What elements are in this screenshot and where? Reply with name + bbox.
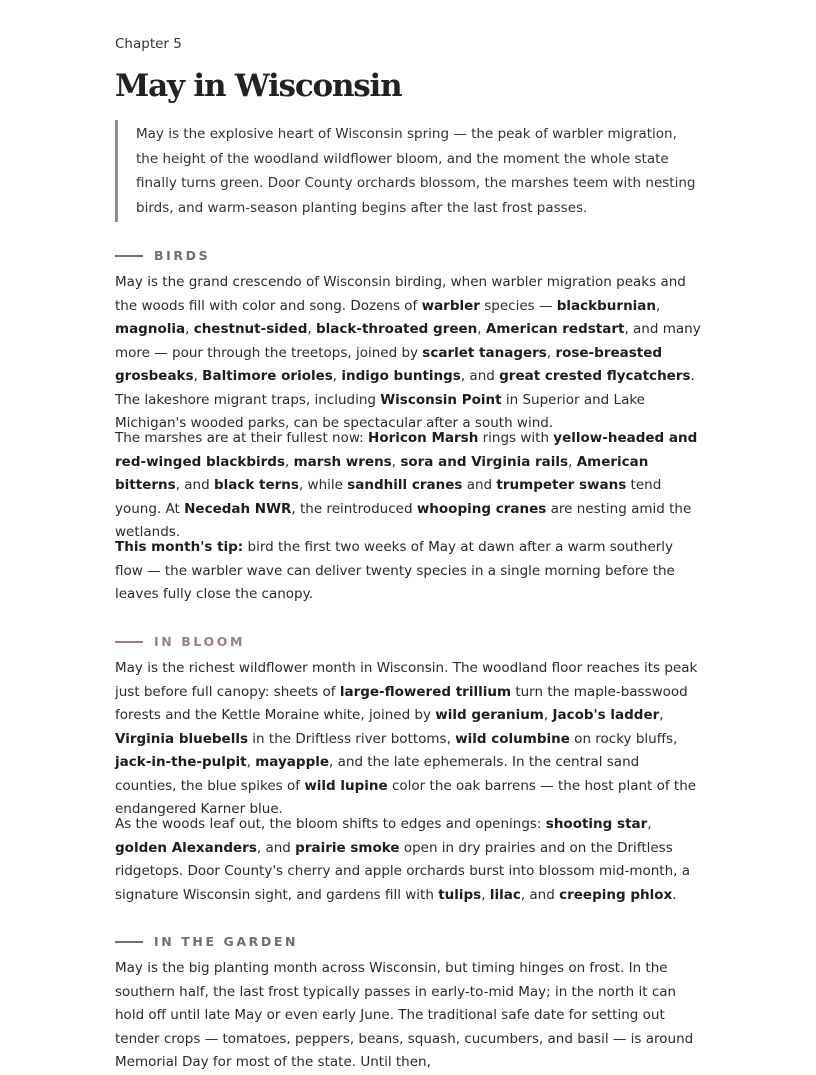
chapter-label: Chapter 5 — [115, 36, 182, 52]
bold-term: American bitterns — [115, 453, 649, 493]
heading-rule — [115, 941, 143, 943]
bold-term: marsh wrens — [293, 453, 392, 470]
bold-term: Baltimore orioles — [202, 368, 333, 384]
heading-rule — [115, 255, 143, 257]
bold-term: Necedah NWR — [184, 500, 292, 517]
bold-term: yellow-headed and red-winged blackbirds — [115, 430, 698, 470]
bold-term: Wisconsin Point — [380, 391, 502, 408]
bold-term: black terns — [213, 477, 299, 493]
chapter-title: May in Wisconsin — [115, 68, 402, 104]
section-heading-birds — [115, 248, 210, 263]
garden-paragraph-1: May is the big planting month across Wisconsin, but timing hinges on frost. In the southern half, the last frost typically passes in early-to-mid May; in the north it can hold off until late May or even early June. The traditional safe date for setting out tender crops — tomatoes, peppers, beans, squash, cucumbers, and basil — is around Memorial Day for most of the state. Until then, — [115, 960, 694, 1070]
bold-term: American redstart — [485, 321, 625, 337]
bold-term: jack-in-the-pulpit — [115, 754, 247, 770]
section-heading-in-bloom — [115, 634, 245, 649]
bold-term: blackburnian — [556, 297, 657, 314]
bold-term: mayapple — [255, 754, 330, 770]
bold-term: tulips — [438, 886, 482, 903]
bloom-paragraph-1: May is the richest wildflower month in Wisconsin. The woodland floor reaches its peak just before full canopy: sheets of large-flowered trillium turn the maple-basswood forests and the Kettle Moraine white, joined by wild geranium, Jacob's ladder, Virginia bluebells in the Driftless river bottoms, wild columbine on rocky bluffs, jack-in-the-pulpit, mayapple, and the late ephemerals. In the central sand counties, the blue spikes of wild lupine color the oak barrens — the host plant of the endangered Karner blue. — [115, 660, 698, 817]
bold-term: rose-breasted grosbeaks — [115, 344, 663, 384]
bold-term: wild columbine — [455, 730, 570, 747]
section-heading-label: IN THE GARDEN — [154, 934, 299, 949]
heading-rule — [115, 641, 143, 643]
bold-term: large-flowered trillium — [339, 683, 512, 700]
bold-term: warbler — [421, 297, 480, 314]
bold-term: This month's tip: — [115, 539, 244, 555]
bold-term: scarlet tanagers — [422, 344, 547, 361]
bold-term: indigo buntings — [341, 368, 461, 384]
birds-paragraph-1: May is the grand crescendo of Wisconsin birding, when warbler migration peaks and the woods fill with color and song. Dozens of warbler species — blackburnian, magnolia, chestnut-sided, black-throated green, American redstart, and many more — pour through the treetops, joined by scarlet tanagers, rose-breasted grosbeaks, Baltimore orioles, indigo buntings, and great crested flycatchers. The lakeshore migrant traps, including Wisconsin Point in Superior and Lake Michigan's wooded parks, can be spectacular after a south wind. — [115, 274, 701, 431]
bold-term: wild geranium — [435, 707, 544, 723]
birds-tip-paragraph: This month's tip: bird the first two weeks of May at dawn after a warm southerly flow — the warbler wave can deliver twenty species in a single morning before the leaves fully close the canopy. — [115, 539, 675, 602]
bold-term: chestnut-sided — [193, 321, 308, 337]
section-heading-label: BIRDS — [154, 248, 211, 263]
bold-term: creeping phlox — [559, 886, 673, 903]
bold-term: lilac — [489, 886, 521, 903]
section-heading-in-the-garden — [115, 934, 298, 949]
bold-term: great crested flycatchers — [499, 368, 691, 384]
bold-term: whooping cranes — [416, 500, 547, 517]
bold-term: shooting star — [545, 816, 648, 832]
birds-paragraph-2: The marshes are at their fullest now: Horicon Marsh rings with yellow-headed and red-winged blackbirds, marsh wrens, sora and Virginia rails, American bitterns, and black terns, while sandhill cranes and trumpeter swans tend young. At Necedah NWR, the reintroduced whooping cranes are nesting amid the wetlands. — [115, 430, 698, 540]
bold-term: Virginia bluebells — [115, 730, 249, 747]
bold-term: sandhill cranes — [347, 477, 463, 493]
section-heading-label: IN BLOOM — [154, 634, 246, 649]
bold-term: Jacob's ladder — [552, 707, 660, 723]
bold-term: prairie smoke — [295, 839, 400, 856]
bold-term: sora and Virginia rails — [400, 453, 569, 470]
chapter-intro-blockquote: May is the explosive heart of Wisconsin spring — the peak of warbler migration, the height of the woodland wildflower bloom, and the moment the whole state finally turns green. Door County orchards blossom, the marshes teem with nesting birds, and warm-season planting begins after the last frost passes. — [115, 120, 699, 222]
bold-term: trumpeter swans — [496, 477, 627, 493]
bold-term: golden Alexanders — [115, 839, 257, 856]
bold-term: wild lupine — [304, 777, 388, 794]
bold-term: black-throated green — [315, 321, 478, 337]
bloom-paragraph-2: As the woods leaf out, the bloom shifts to edges and openings: shooting star, golden Alexanders, and prairie smoke open in dry prairies and on the Driftless ridgetops. Door County's cherry and apple orchards burst into blossom mid-month, a signature Wisconsin sight, and gardens fill with tulips, lilac, and creeping phlox. — [115, 816, 691, 903]
bold-term: Horicon Marsh — [368, 430, 479, 446]
bold-term: magnolia — [115, 321, 186, 337]
